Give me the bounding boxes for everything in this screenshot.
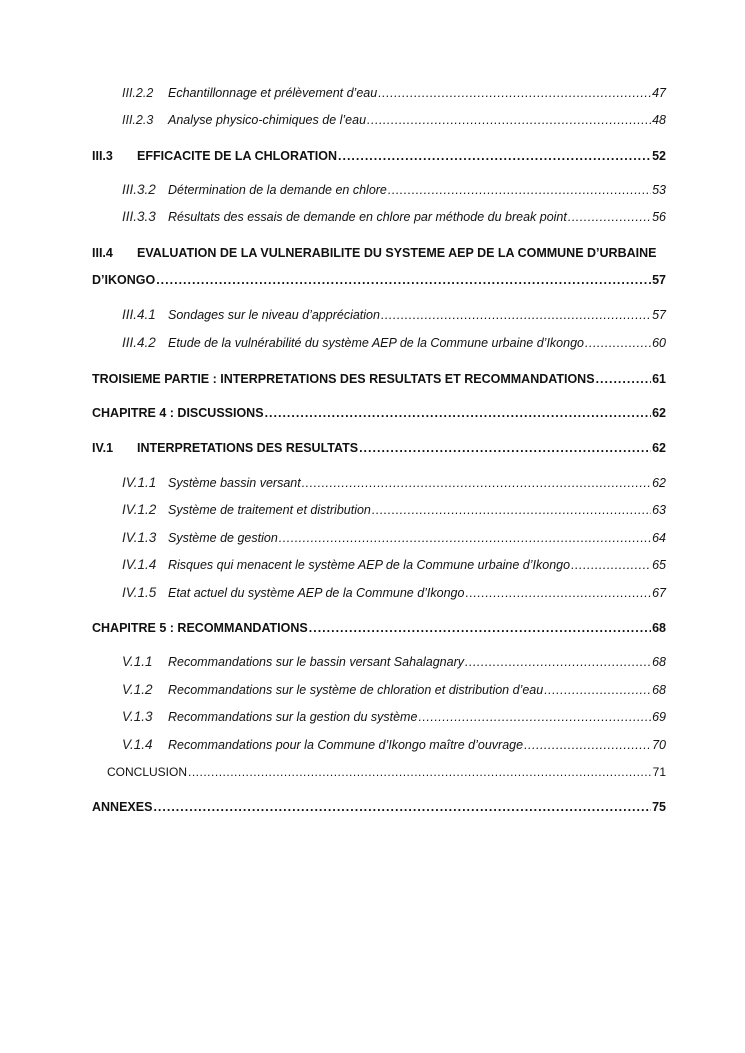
- dot-leader: [418, 709, 651, 725]
- toc-entry-title: INTERPRETATIONS DES RESULTATS: [137, 441, 359, 455]
- toc-entry-page: 68: [652, 655, 666, 669]
- toc-entry-title: Sondages sur le niveau d’appréciation: [168, 308, 380, 322]
- toc-entry-number: V.1.1: [122, 654, 153, 669]
- dot-leader: [372, 502, 651, 518]
- toc-entry-number: III.3: [92, 149, 113, 163]
- toc-entry-page: 60: [652, 336, 666, 350]
- dot-leader: [338, 148, 651, 164]
- toc-entry-title: CHAPITRE 5 : RECOMMANDATIONS: [92, 621, 308, 635]
- toc-entry-page: 68: [652, 621, 666, 635]
- toc-entry-number: III.4.2: [122, 335, 156, 350]
- dot-leader: [465, 654, 651, 670]
- toc-entry[interactable]: [92, 371, 666, 387]
- toc-entry[interactable]: [122, 737, 666, 753]
- toc-entry-page: 62: [652, 441, 666, 455]
- toc-entry-title: Système de traitement et distribution: [168, 503, 371, 517]
- toc-entry-title: Risques qui menacent le système AEP de la Commune urbaine d’Ikongo: [168, 558, 571, 572]
- toc-entry-page: 53: [652, 183, 666, 197]
- toc-entry-title: Recommandations sur la gestion du système: [168, 710, 418, 724]
- toc-entry-number: III.2.2: [122, 86, 154, 100]
- toc-entry-title: Recommandations sur le bassin versant Sahalagnary: [168, 655, 464, 669]
- toc-entry-number: V.1.3: [122, 709, 153, 724]
- dot-leader: [465, 585, 651, 601]
- toc-entry-number: III.4.1: [122, 307, 156, 322]
- toc-entry-title: Système de gestion: [168, 531, 278, 545]
- toc-entry[interactable]: [92, 440, 666, 456]
- toc-entry-title: Etat actuel du système AEP de la Commune d’Ikongo: [168, 586, 465, 600]
- toc-entry[interactable]: [122, 335, 666, 351]
- toc-entry-page: 75: [652, 800, 666, 814]
- toc-entry[interactable]: [122, 557, 666, 573]
- toc-entry[interactable]: [107, 764, 666, 780]
- toc-entry[interactable]: [122, 530, 666, 546]
- toc-entry-number: III.3.2: [122, 182, 156, 197]
- toc-entry-title: CONCLUSION: [107, 765, 188, 779]
- toc-entry[interactable]: [122, 654, 666, 670]
- toc-entry-page: 47: [652, 86, 666, 100]
- toc-entry[interactable]: [122, 209, 666, 225]
- toc-entry-page: 65: [652, 558, 666, 572]
- toc-entry-number: IV.1.3: [122, 530, 157, 545]
- toc-entry-page: 69: [652, 710, 666, 724]
- dot-leader: [265, 405, 652, 421]
- toc-entry-title: Recommandations sur le système de chloration et distribution d’eau: [168, 683, 544, 697]
- toc-entry[interactable]: [122, 112, 666, 128]
- toc-entry-title: TROISIEME PARTIE : INTERPRETATIONS DES RESULTATS ET RECOMMANDATIONS: [92, 372, 595, 386]
- dot-leader: [378, 85, 651, 101]
- dot-leader: [571, 557, 651, 573]
- toc-entry-page: 52: [652, 149, 666, 163]
- toc-entry-number: V.1.4: [122, 737, 153, 752]
- dot-leader: [585, 335, 651, 351]
- dot-leader: [568, 209, 651, 225]
- toc-entry-page: 61: [652, 372, 666, 386]
- toc-entry-number: III.3.3: [122, 209, 156, 224]
- toc-entry-page: 56: [652, 210, 666, 224]
- dot-leader: [188, 764, 652, 780]
- dot-leader: [596, 371, 652, 387]
- toc-entry[interactable]: [122, 85, 666, 101]
- toc-entry-title: Recommandations pour la Commune d’Ikongo maître d’ouvrage: [168, 738, 524, 752]
- toc-entry-page: 64: [652, 531, 666, 545]
- toc-entry-title: ANNEXES: [92, 800, 153, 814]
- toc-entry[interactable]: [92, 272, 666, 288]
- dot-leader: [359, 440, 651, 456]
- toc-entry[interactable]: [122, 709, 666, 725]
- toc-entry-title: EVALUATION DE LA VULNERABILITE DU SYSTEME AEP DE LA COMMUNE D’URBAINE: [137, 246, 657, 260]
- toc-entry[interactable]: [122, 475, 666, 491]
- toc-entry-title: D’IKONGO: [92, 273, 156, 287]
- dot-leader: [309, 620, 651, 636]
- toc-entry-page: 68: [652, 683, 666, 697]
- toc-entry[interactable]: [122, 682, 666, 698]
- toc-entry-title: Analyse physico-chimiques de l’eau: [168, 113, 367, 127]
- toc-entry[interactable]: [92, 148, 666, 164]
- dot-leader: [544, 682, 651, 698]
- toc-entry-page: 62: [652, 476, 666, 490]
- dot-leader: [388, 182, 651, 198]
- toc-entry[interactable]: [122, 502, 666, 518]
- toc-entry-page: 57: [652, 273, 666, 287]
- toc-entry-title: Etude de la vulnérabilité du système AEP de la Commune urbaine d’Ikongo: [168, 336, 584, 350]
- toc-entry-number: III.2.3: [122, 113, 154, 127]
- toc-entry[interactable]: [92, 799, 666, 815]
- toc-entry-page: 71: [652, 765, 666, 779]
- toc-entry-title: Système bassin versant: [168, 476, 301, 490]
- toc-entry[interactable]: [122, 307, 666, 323]
- toc-entry-number: IV.1: [92, 441, 114, 455]
- toc-entry-number: IV.1.2: [122, 502, 157, 517]
- toc-entry-number: IV.1.1: [122, 475, 157, 490]
- toc-entry-title: CHAPITRE 4 : DISCUSSIONS: [92, 406, 264, 420]
- dot-leader: [279, 530, 651, 546]
- dot-leader: [524, 737, 651, 753]
- dot-leader: [367, 112, 651, 128]
- toc-entry-page: 67: [652, 586, 666, 600]
- toc-entry[interactable]: [92, 620, 666, 636]
- toc-entry-page: 70: [652, 738, 666, 752]
- toc-entry[interactable]: [92, 245, 666, 261]
- toc-entry-number: IV.1.5: [122, 585, 157, 600]
- toc-entry-title: Résultats des essais de demande en chlore par méthode du break point: [168, 210, 567, 224]
- toc-entry-title: EFFICACITE DE LA CHLORATION: [137, 149, 337, 163]
- dot-leader: [381, 307, 651, 323]
- toc-entry-title: Détermination de la demande en chlore: [168, 183, 387, 197]
- toc-entry[interactable]: [122, 585, 666, 601]
- toc-entry-page: 62: [652, 406, 666, 420]
- dot-leader: [302, 475, 651, 491]
- toc-entry[interactable]: [92, 405, 666, 421]
- toc-entry-number: IV.1.4: [122, 557, 157, 572]
- toc-entry[interactable]: [122, 182, 666, 198]
- dot-leader: [153, 799, 651, 815]
- toc-entry-title: Echantillonnage et prélèvement d’eau: [168, 86, 378, 100]
- toc-entry-number: V.1.2: [122, 682, 153, 697]
- toc-entry-number: III.4: [92, 246, 113, 260]
- dot-leader: [156, 272, 651, 288]
- toc-entry-page: 63: [652, 503, 666, 517]
- toc-entry-page: 48: [652, 113, 666, 127]
- toc-entry-page: 57: [652, 308, 666, 322]
